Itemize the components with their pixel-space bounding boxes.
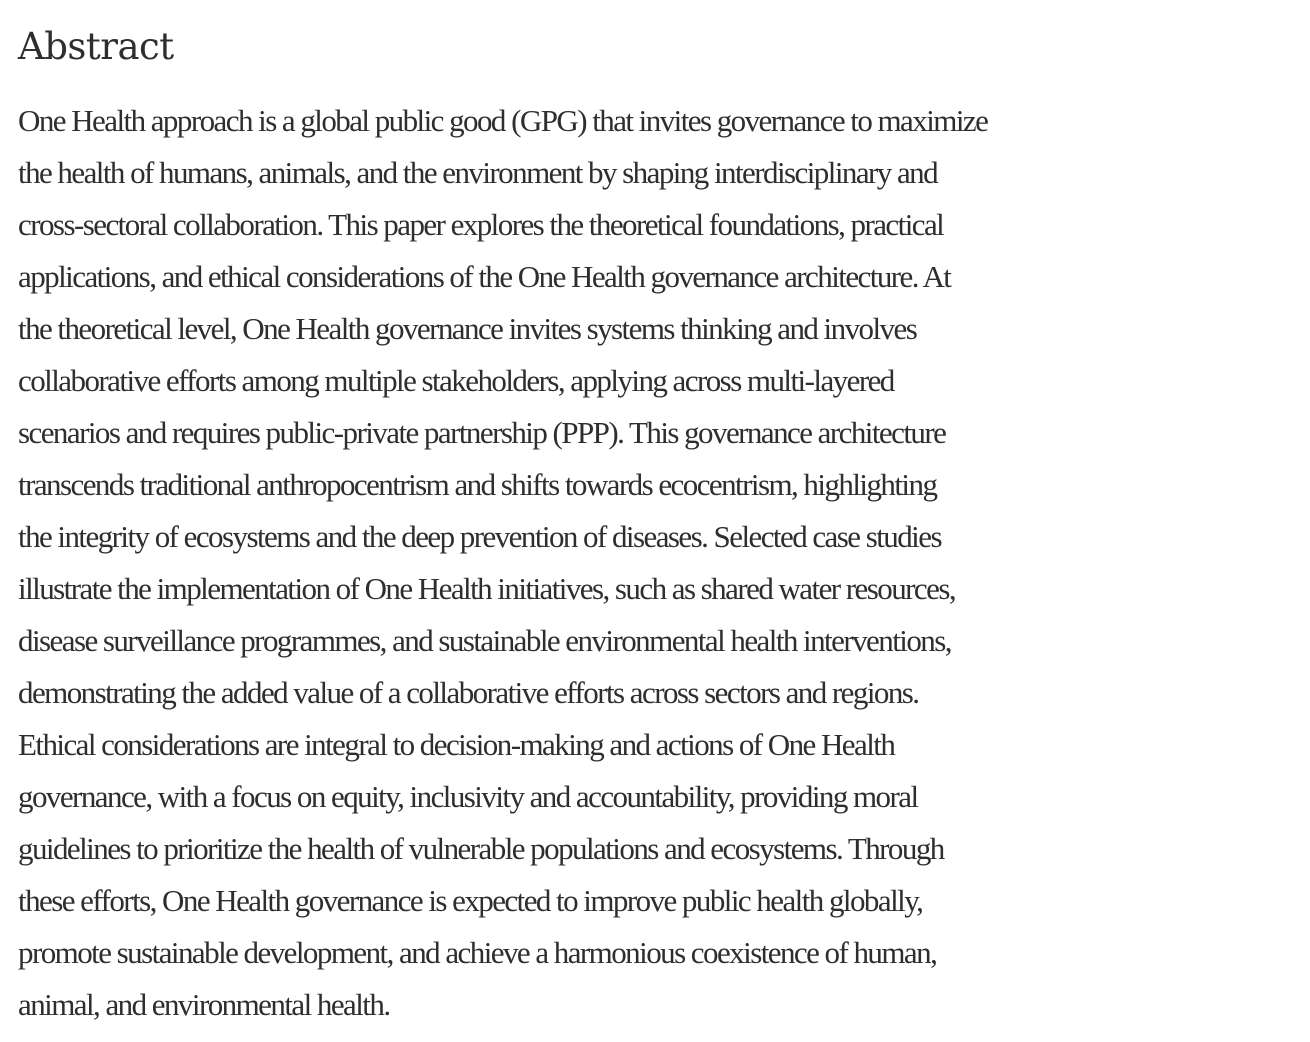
abstract-line: these efforts, One Health governance is expected to improve public health globally, bbox=[18, 883, 923, 918]
abstract-line: One Health approach is a global public good (GPG) that invites governance to maximize bbox=[18, 103, 988, 138]
abstract-section bbox=[18, 20, 1308, 1022]
abstract-line: animal, and environmental health. bbox=[18, 987, 390, 1022]
abstract-line: disease surveillance programmes, and sustainable environmental health interventions, bbox=[18, 623, 951, 658]
abstract-line: governance, with a focus on equity, inclusivity and accountability, providing moral bbox=[18, 779, 918, 814]
abstract-line: applications, and ethical considerations of the One Health governance architecture. At bbox=[18, 259, 951, 294]
abstract-line: guidelines to prioritize the health of vulnerable populations and ecosystems. Through bbox=[18, 831, 944, 866]
abstract-line: Ethical considerations are integral to decision-making and actions of One Health bbox=[18, 727, 895, 762]
abstract-line: cross-sectoral collaboration. This paper explores the theoretical foundations, practical bbox=[18, 207, 944, 242]
abstract-line: transcends traditional anthropocentrism and shifts towards ecocentrism, highlighting bbox=[18, 467, 937, 502]
abstract-line: promote sustainable development, and achieve a harmonious coexistence of human, bbox=[18, 935, 937, 970]
abstract-line: the integrity of ecosystems and the deep prevention of diseases. Selected case studies bbox=[18, 519, 941, 554]
abstract-line: scenarios and requires public-private partnership (PPP). This governance architecture bbox=[18, 415, 946, 450]
abstract-line: the health of humans, animals, and the environment by shaping interdisciplinary and bbox=[18, 155, 938, 190]
abstract-line: illustrate the implementation of One Health initiatives, such as shared water resources, bbox=[18, 571, 956, 606]
abstract-heading: Abstract bbox=[18, 25, 174, 68]
abstract-line: demonstrating the added value of a collaborative efforts across sectors and regions. bbox=[18, 675, 919, 710]
abstract-line: the theoretical level, One Health governance invites systems thinking and involves bbox=[18, 311, 917, 346]
abstract-line: collaborative efforts among multiple stakeholders, applying across multi-layered bbox=[18, 363, 894, 398]
abstract-body bbox=[18, 95, 1308, 1031]
